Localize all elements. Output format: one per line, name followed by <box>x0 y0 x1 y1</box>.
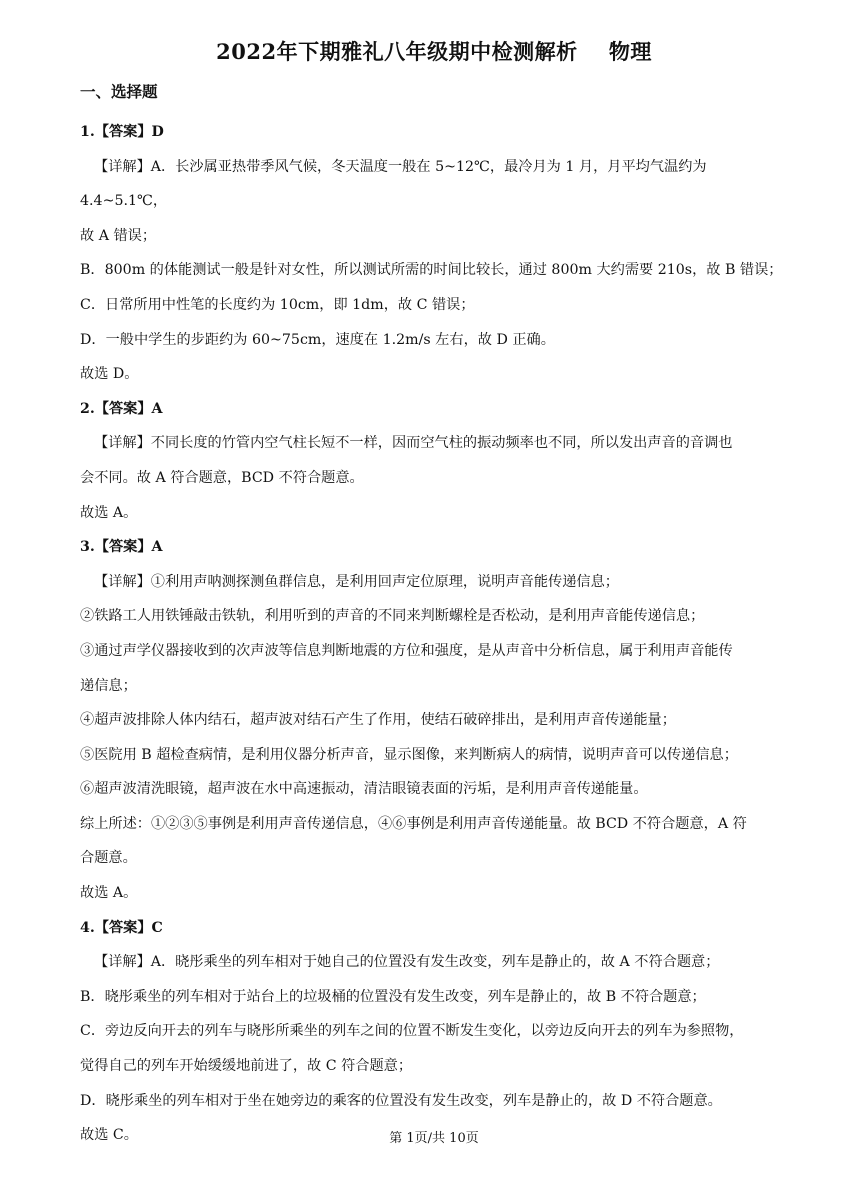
conclusion-line: 故选 A。 <box>80 885 138 902</box>
explanation-line: 【详解】①利用声呐测探测鱼群信息，是利用回声定位原理，说明声音能传递信息； <box>94 573 619 590</box>
answer-line-1: 1.【答案】D <box>80 124 164 140</box>
answer-line-4: 4.【答案】C <box>80 919 163 936</box>
explanation-line: C．旁边反向开去的列车与晓彤所乘坐的列车之间的位置不断发生变化，以旁边反向开去的列车为参照物， <box>80 1023 744 1040</box>
explanation-line: 递信息； <box>80 677 137 694</box>
explanation-line: B．800m 的体能测试一般是针对女性，所以测试所需的时间比较长，通过 800m 大约需要 210s，故 B 错误； <box>80 262 783 279</box>
explanation-line: 故 A 错误； <box>80 227 157 244</box>
page-footer: 第 1页/共 10页 <box>389 1131 479 1146</box>
answer-line-3: 3.【答案】A <box>80 539 163 556</box>
section-heading: 一、选择题 <box>80 82 158 101</box>
explanation-line: ②铁路工人用铁锤敲击铁轨，利用听到的声音的不同来判断螺栓是否松动，是利用声音能传递信息； <box>80 608 705 625</box>
explanation-line: C．日常所用中性笔的长度约为 10cm，即 1dm，故 C 错误； <box>80 296 475 313</box>
conclusion-line: 故选 A。 <box>80 504 138 521</box>
explanation-line: 综上所述：①②③⑤事例是利用声音传递信息，④⑥事例是利用声音传递能量。故 BCD 不符合题意，A 符 <box>80 815 747 832</box>
explanation-line: 【详解】不同长度的竹管内空气柱长短不一样，因而空气柱的振动频率也不同，所以发出声音的音调也 <box>94 435 733 452</box>
explanation-line: D．一般中学生的步距约为 60~75cm，速度在 1.2m/s 左右，故 D 正确。 <box>80 331 555 348</box>
explanation-line: B．晓彤乘坐的列车相对于站台上的垃圾桶的位置没有发生改变，列车是静止的，故 B 不符合题意； <box>80 988 706 1005</box>
explanation-line: 【详解】A．长沙属亚热带季风气候，冬天温度一般在 5~12℃，最冷月为 1 月，月平均气温约为 4.4~5.1℃， <box>80 158 707 210</box>
explanation-line: 【详解】A．晓彤乘坐的列车相对于她自己的位置没有发生改变，列车是静止的，故 A 不符合题意； <box>94 954 720 971</box>
explanation-line: 觉得自己的列车开始缓缓地前进了，故 C 符合题意； <box>80 1058 413 1075</box>
explanation-line: ⑥超声波清洗眼镜，超声波在水中高速振动，清洁眼镜表面的污垢，是利用声音传递能量。 <box>80 781 648 798</box>
conclusion-line: 故选 C。 <box>80 1127 138 1144</box>
explanation-line: ⑤医院用 B 超检查病情，是利用仪器分析声音，显示图像，来判断病人的病情，说明声音可以传递信息； <box>80 746 738 763</box>
conclusion-line: 故选 D。 <box>80 366 139 383</box>
explanation-line: 会不同。故 A 符合题意，BCD 不符合题意。 <box>80 469 364 486</box>
answer-line-2: 2.【答案】A <box>80 400 163 417</box>
explanation-line: D．晓彤乘坐的列车相对于坐在她旁边的乘客的位置没有发生改变，列车是静止的，故 D 不符合题意。 <box>80 1092 722 1109</box>
page-title: 2022年下期雅礼八年级期中检测解析 物理 <box>216 39 652 64</box>
explanation-line: 合题意。 <box>80 850 137 867</box>
explanation-line: ④超声波排除人体内结石，超声波对结石产生了作用，使结石破碎排出，是利用声音传递能量； <box>80 712 676 729</box>
explanation-line: ③通过声学仪器接收到的次声波等信息判断地震的方位和强度，是从声音中分析信息，属于利用声音能传 <box>80 642 733 659</box>
answer-content <box>80 115 792 1153</box>
